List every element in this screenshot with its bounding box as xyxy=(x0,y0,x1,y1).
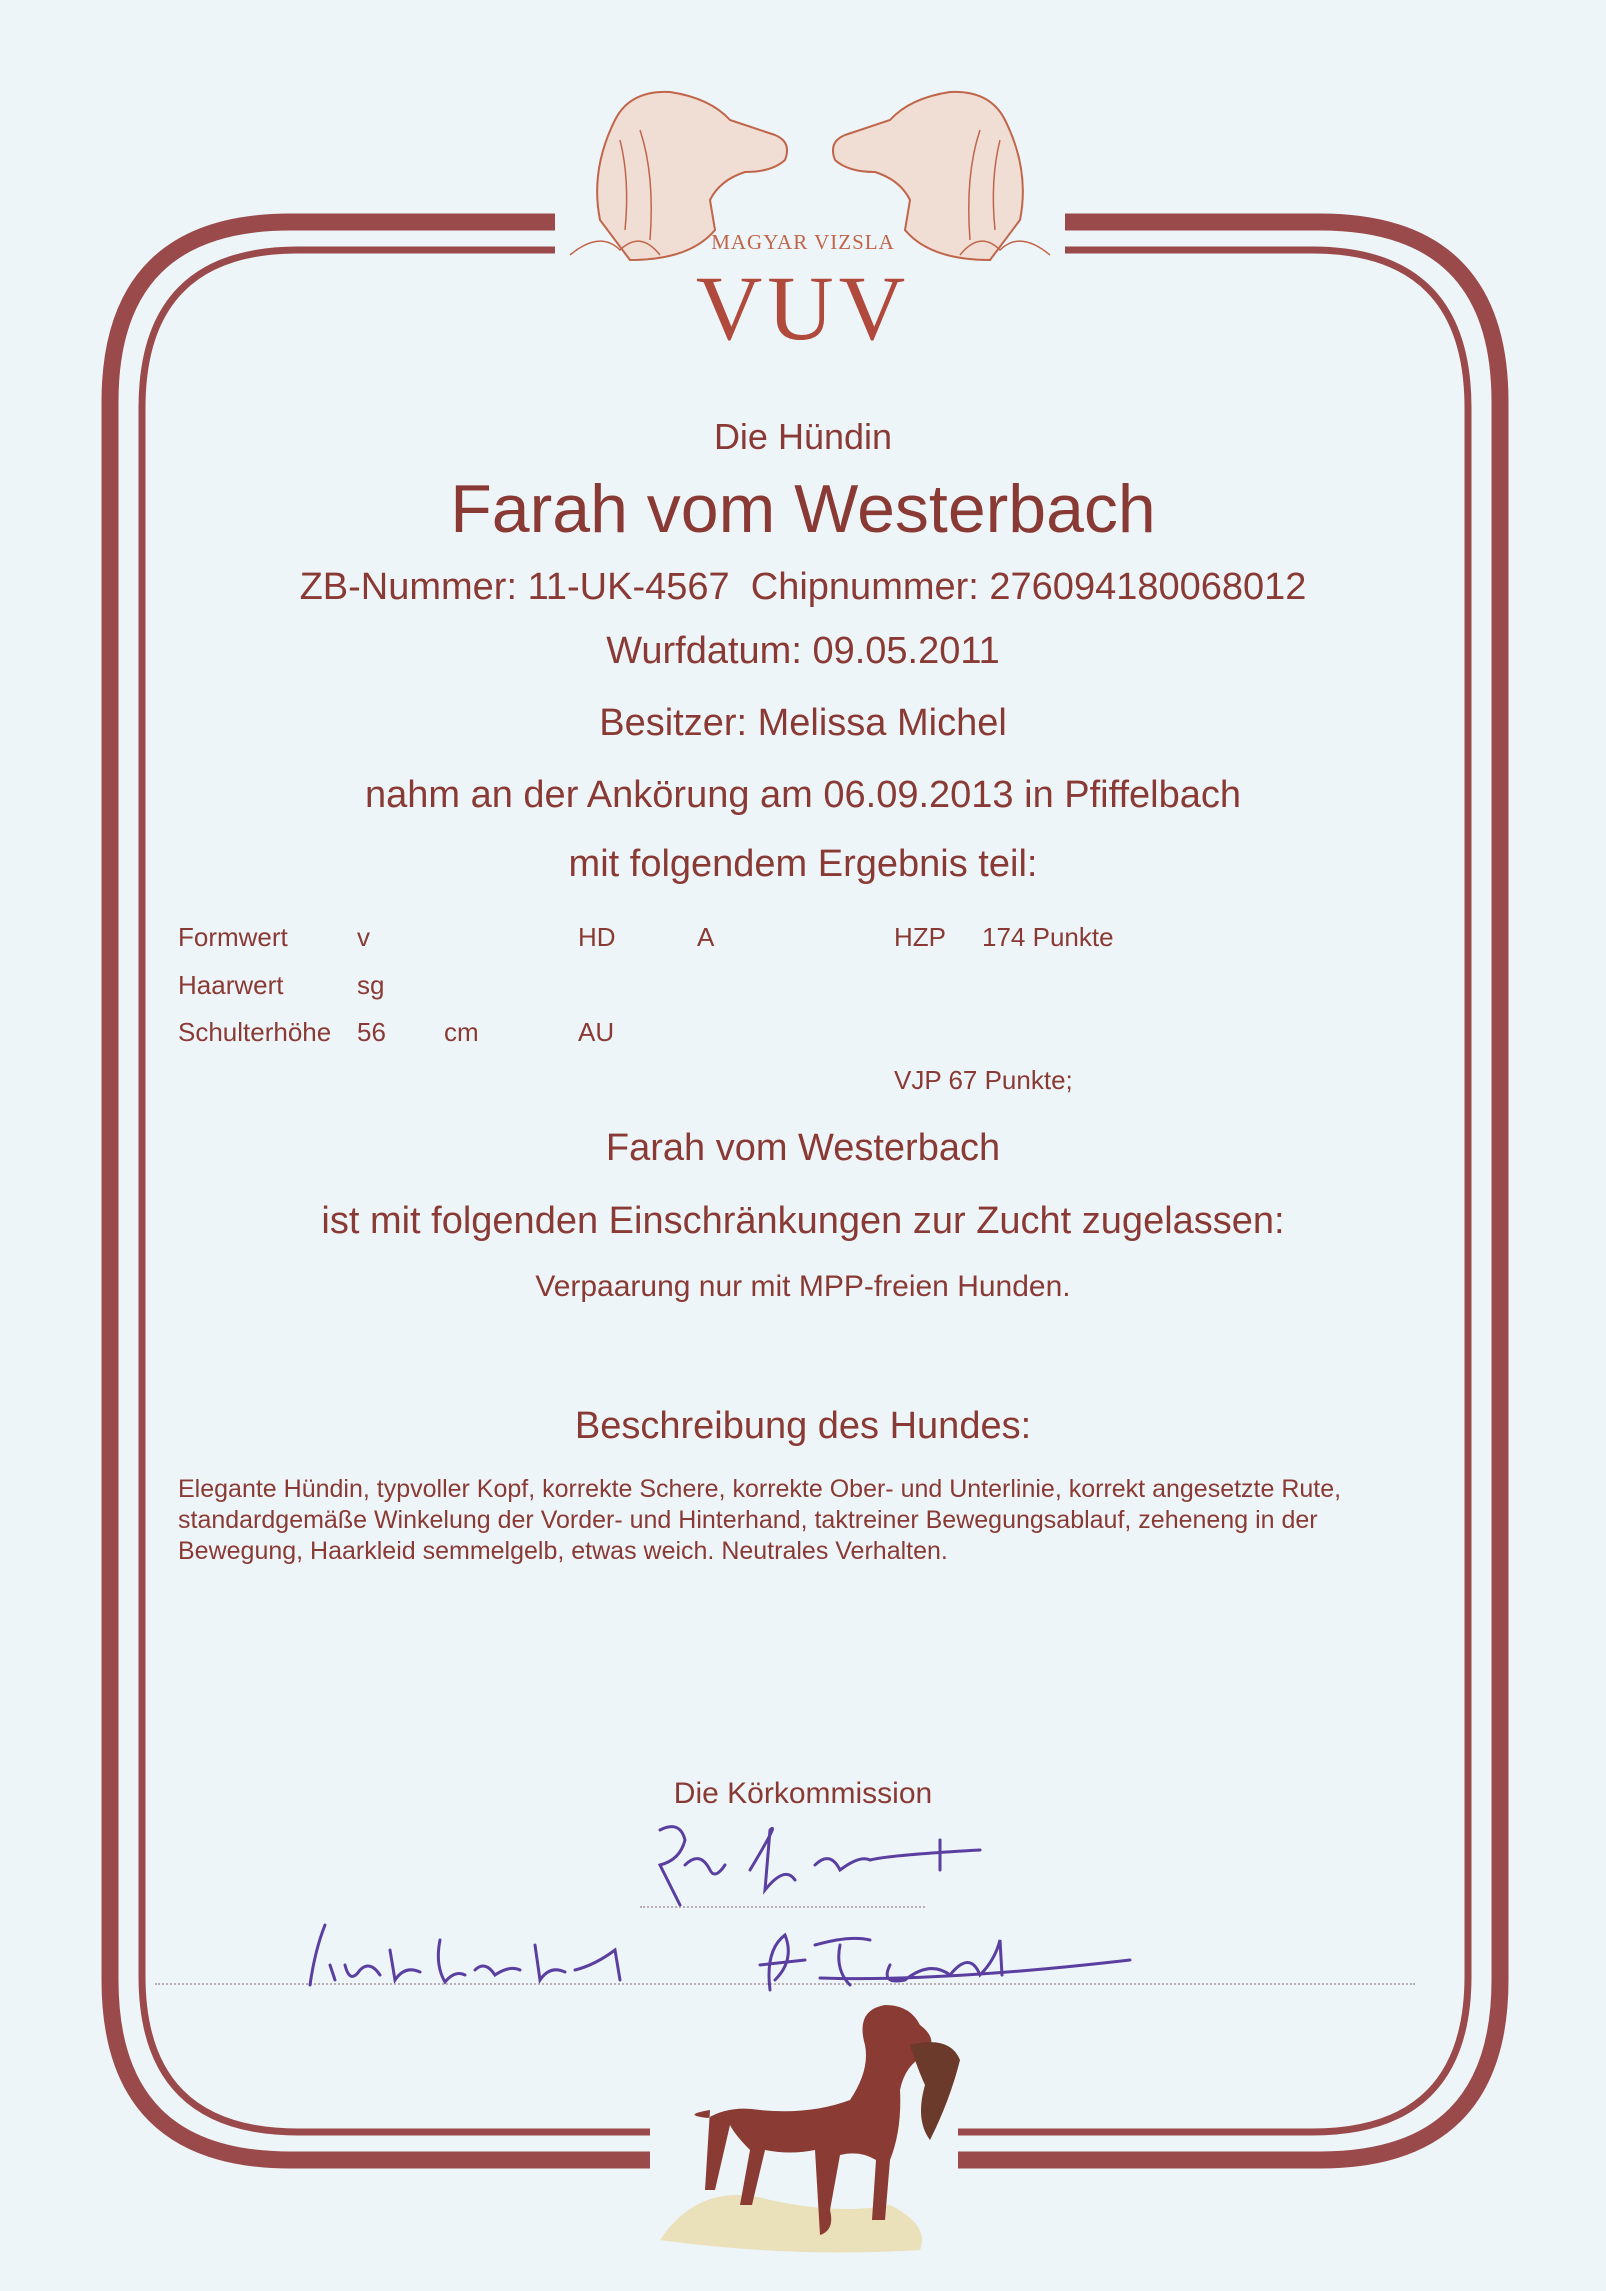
registration-ids: ZB-Nummer: 11-UK-4567 Chipnummer: 276094180068012 xyxy=(299,566,1307,608)
signature-2 xyxy=(295,1910,675,2000)
hzp-value: 174 Punkte xyxy=(982,922,1114,952)
schulterhoehe-value: 56 xyxy=(357,1017,386,1047)
dog-gender-label: Die Hündin xyxy=(713,416,893,457)
owner: Besitzer: Melissa Michel xyxy=(599,702,1007,744)
birth-date: Wurfdatum: 09.05.2011 xyxy=(606,630,1000,672)
haarwert-value: sg xyxy=(357,970,385,1000)
breeding-restriction: Verpaarung nur mit MPP-freien Hunden. xyxy=(535,1270,1071,1303)
description-text: Elegante Hündin, typvoller Kopf, korrekte Schere, korrekte Ober- und Unterlinie, korrekt angesetzte Rute, standardgemäße Winkelung der Vorder- und Hinterhand, taktreiner Bewegungsablauf, zeheneng in der Bewegung, Haarkleid semmelgelb, etwas weich. Neutrales Verhalten. xyxy=(178,1475,1342,1565)
pointing-dog-emblem xyxy=(640,1990,970,2260)
hd-label: HD xyxy=(578,922,616,952)
commission-label: Die Körkommission xyxy=(673,1777,933,1810)
signature-3 xyxy=(740,1920,1140,2000)
logo-title: VUV xyxy=(695,257,911,359)
dog-name-title: Farah vom Westerbach xyxy=(450,471,1156,547)
hd-value: A xyxy=(697,922,715,952)
hzp-label: HZP xyxy=(894,922,946,952)
formwert-value: v xyxy=(357,922,370,952)
haarwert-label: Haarwert xyxy=(178,970,284,1000)
schulterhoehe-label: Schulterhöhe xyxy=(178,1017,332,1047)
game-bird xyxy=(910,2042,960,2140)
schulterhoehe-unit: cm xyxy=(444,1017,479,1047)
breeding-dog-name: Farah vom Westerbach xyxy=(605,1127,1001,1169)
vjp-result: VJP 67 Punkte; xyxy=(894,1065,1073,1095)
event-line: nahm an der Ankörung am 06.09.2013 in Pfiffelbach xyxy=(364,774,1242,816)
formwert-label: Formwert xyxy=(178,922,288,952)
signature-1 xyxy=(640,1810,1040,1920)
au-label: AU xyxy=(578,1017,615,1047)
breeding-restriction-intro: ist mit folgenden Einschränkungen zur Zucht zugelassen: xyxy=(321,1200,1285,1242)
description-title: Beschreibung des Hundes: xyxy=(574,1405,1032,1447)
logo-subtitle: MAGYAR VIZSLA xyxy=(711,230,895,254)
result-intro: mit folgendem Ergebnis teil: xyxy=(568,843,1038,885)
